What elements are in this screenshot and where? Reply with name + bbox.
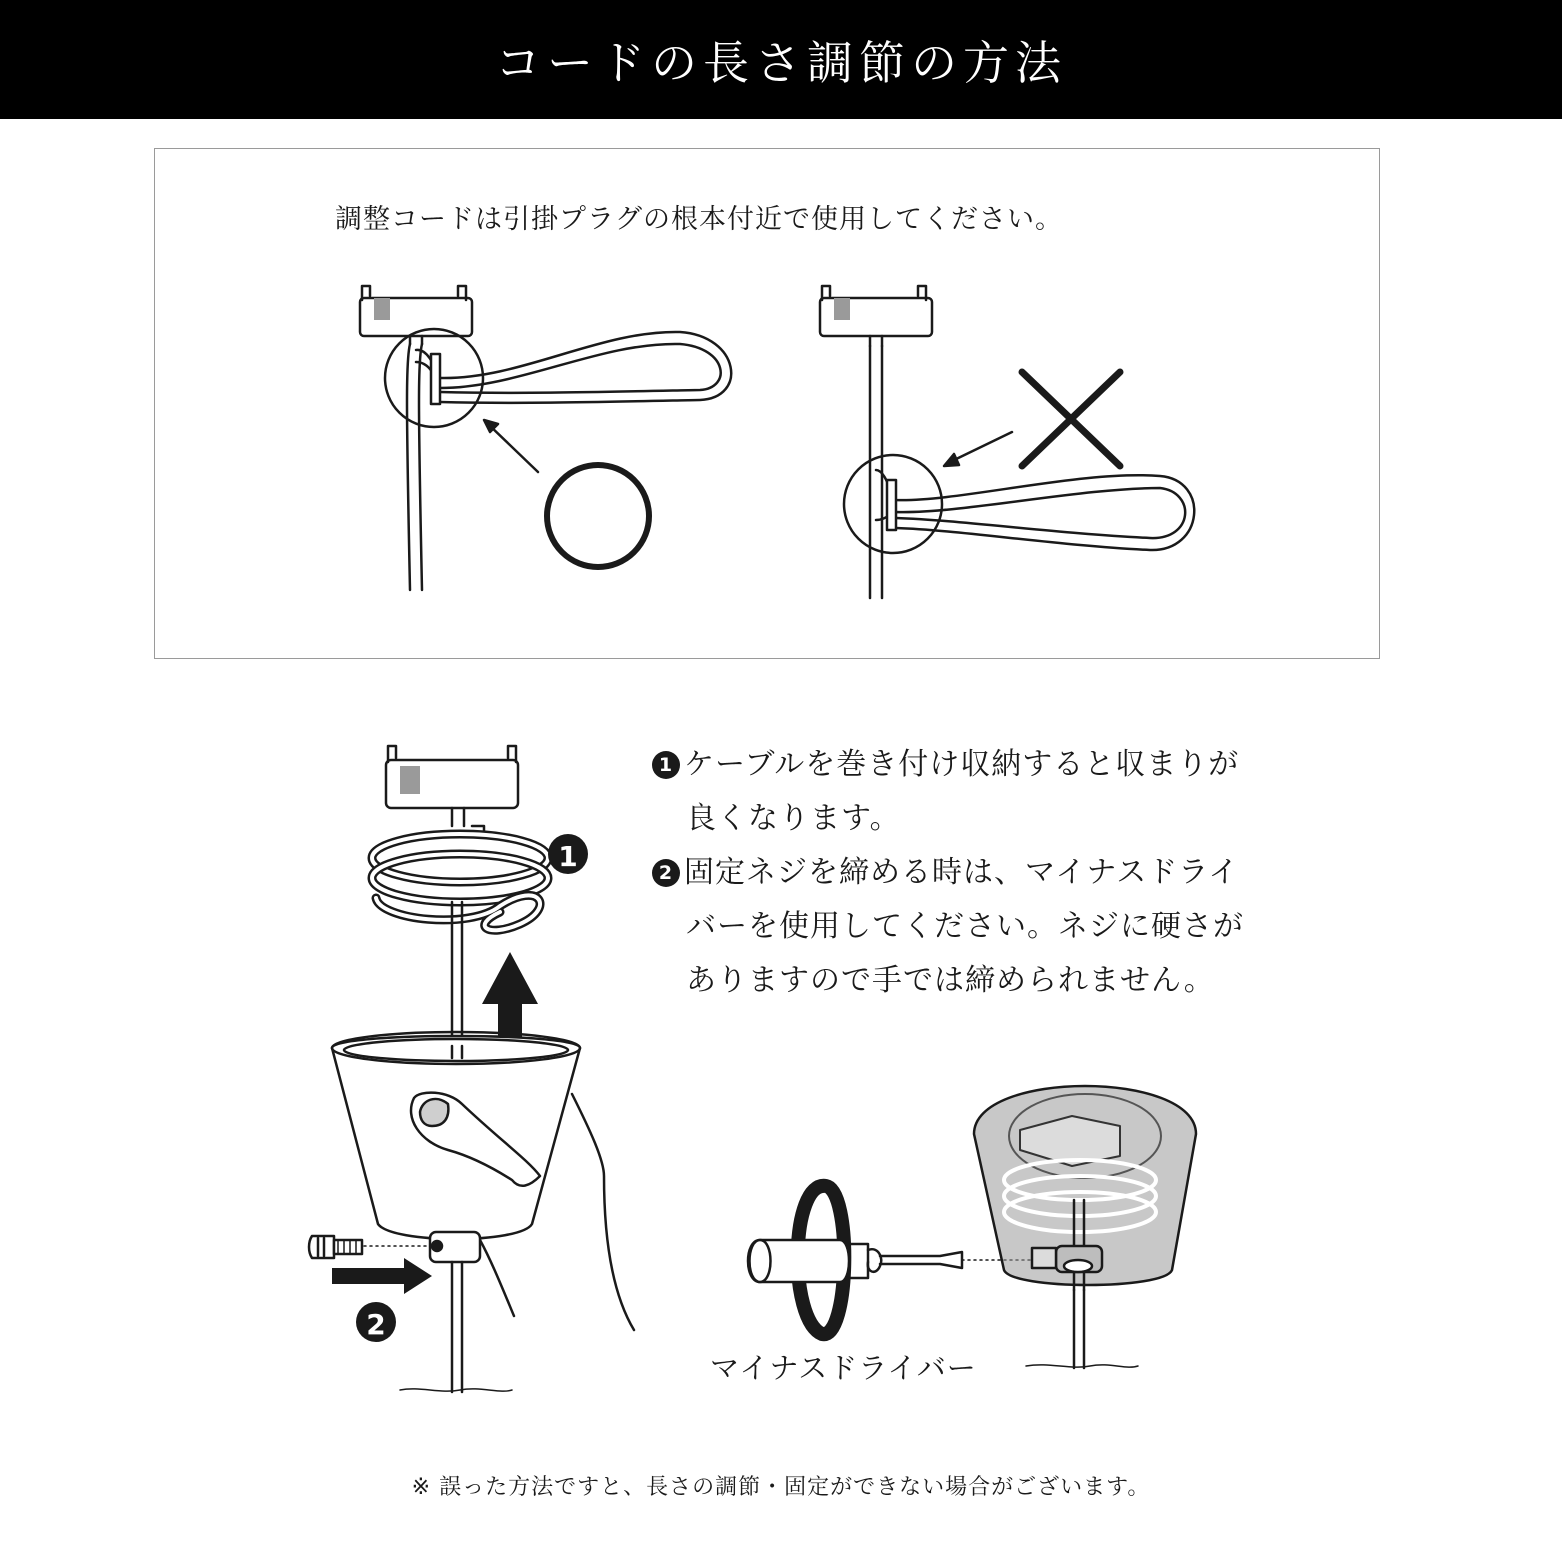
step-line: バーを使用してください。ネジに硬さが	[686, 909, 1244, 944]
coil-figure	[309, 746, 634, 1392]
driver-label: マイナスドライバー	[710, 1351, 977, 1385]
wrong-usage-figure	[820, 286, 1194, 598]
panel-note: 調整コードは引掛プラグの根本付近で使用してください。	[335, 204, 1063, 235]
figure-marker-1	[548, 834, 588, 874]
page-title: コードの長さ調節の方法	[495, 35, 1067, 90]
step-line: 良くなります。	[686, 801, 901, 836]
step-marker: 1	[652, 751, 680, 779]
step-1	[652, 738, 1239, 846]
step-line: ありますので手では締められません。	[686, 963, 1215, 998]
svg-text:2: 2	[366, 1308, 386, 1341]
footnote: ※ 誤った方法ですと、長さの調節・固定ができない場合がございます。	[411, 1475, 1151, 1500]
check-circle-icon	[547, 465, 649, 567]
right-arrow-icon	[332, 1258, 432, 1294]
cross-icon	[1022, 372, 1120, 466]
step-2	[652, 846, 1244, 1008]
step-line: 固定ネジを締める時は、マイナスドライ	[684, 855, 1240, 890]
screwdriver-figure	[748, 1086, 1196, 1368]
correct-usage-figure	[360, 286, 731, 590]
step-marker: 2	[652, 859, 680, 887]
figure-marker-2	[356, 1302, 396, 1342]
svg-text:1: 1	[558, 840, 578, 873]
step-line: ケーブルを巻き付け収納すると収まりが	[684, 747, 1240, 782]
